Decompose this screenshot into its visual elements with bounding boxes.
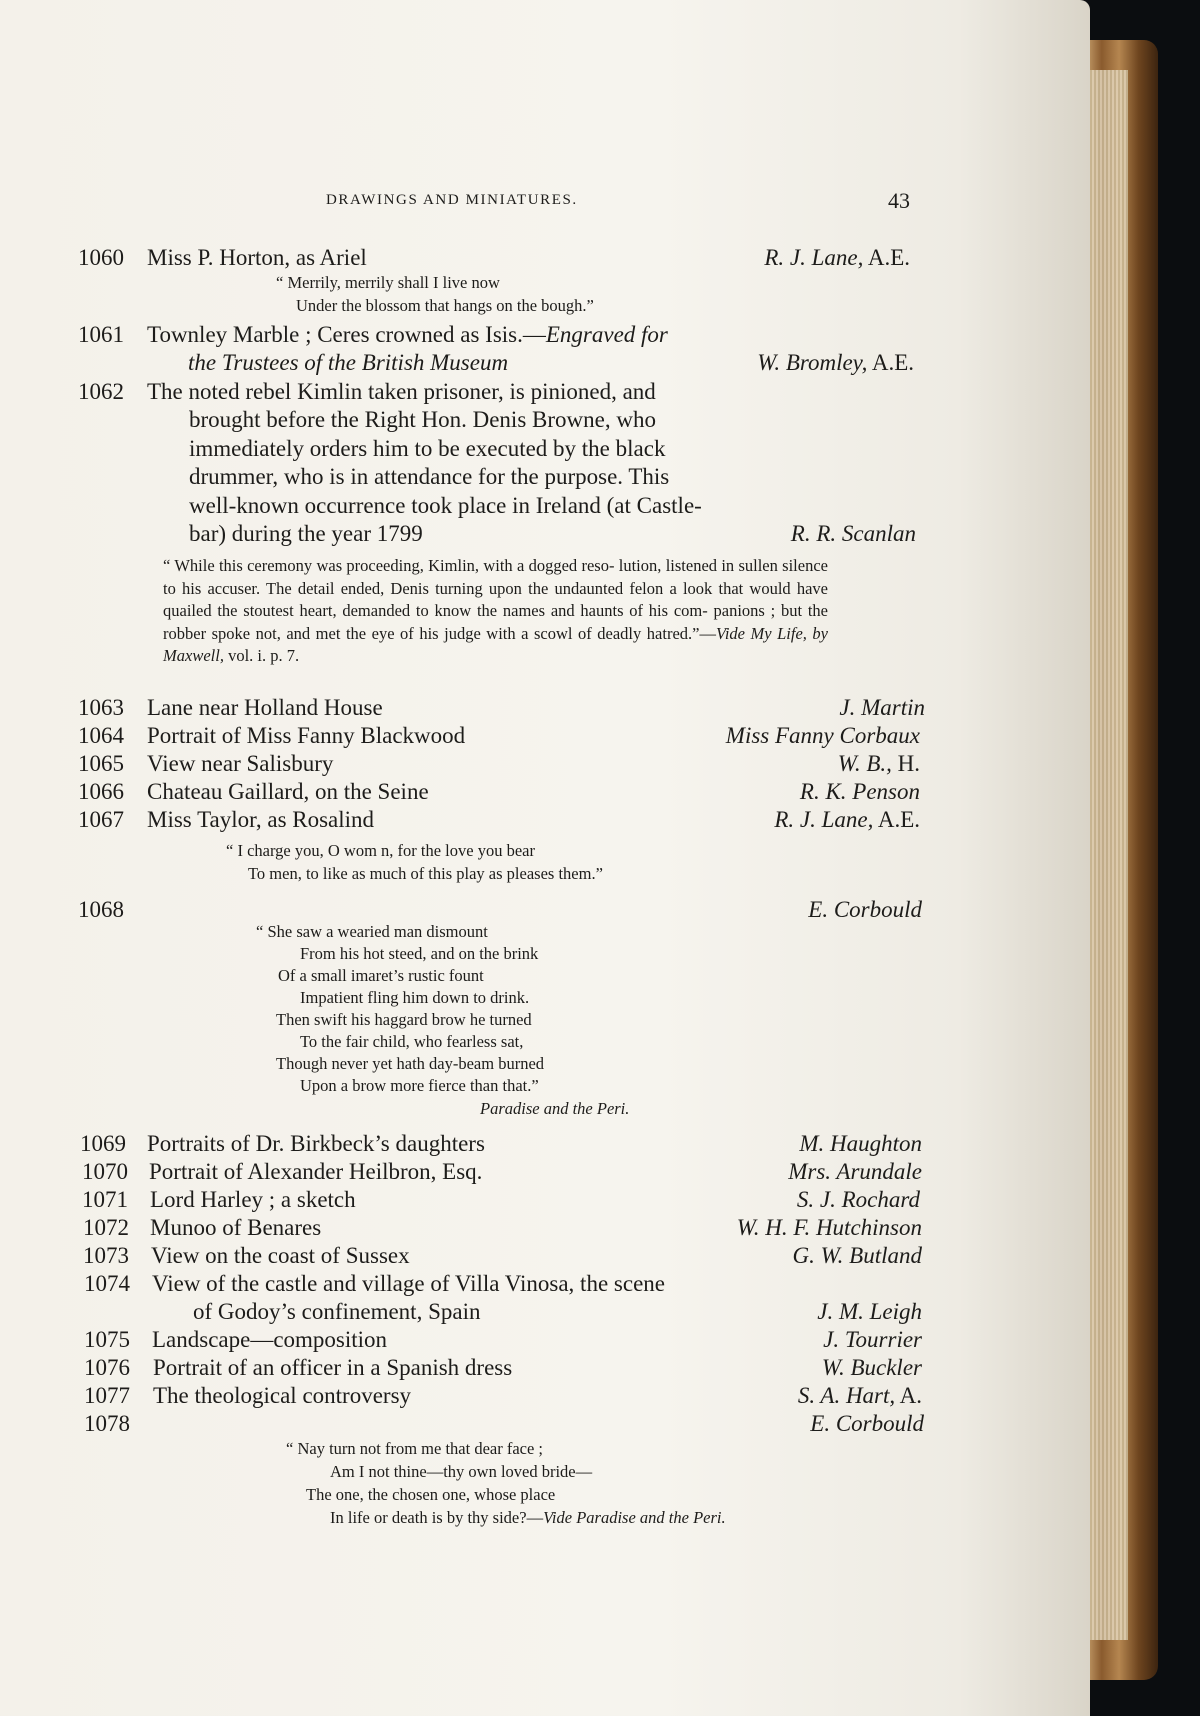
entry-artist: E. Corbould	[808, 897, 922, 922]
entry-artist: J. M. Leigh	[817, 1299, 922, 1324]
entry-quote-line: From his hot steed, and on the brink	[300, 944, 539, 963]
entry-quote-line: “ Merrily, merrily shall I live now	[276, 273, 500, 292]
entry-number: 1076	[84, 1355, 130, 1380]
entry-title-line: immediately orders him to be executed by the black	[189, 435, 666, 461]
entry-artist: Mrs. Arundale	[788, 1159, 922, 1184]
entry-number: 1069	[80, 1131, 126, 1156]
entry-quote-line: The one, the chosen one, whose place	[306, 1485, 556, 1504]
entry-title: Landscape—composition	[152, 1327, 388, 1352]
entry-title-continued: of Godoy’s confinement, Spain	[193, 1299, 481, 1324]
entry-quote-line: “ Nay turn not from me that dear face ;	[286, 1439, 544, 1458]
entry-title: The noted rebel Kimlin taken prisoner, is pinioned, and	[147, 379, 656, 404]
entry-artist: W. H. F. Hutchinson	[736, 1215, 922, 1240]
entry-artist: S. J. Rochard	[796, 1187, 920, 1212]
entry-artist: M. Haughton	[799, 1131, 922, 1156]
entry-artist: J. Tourrier	[823, 1327, 922, 1352]
entry-title-continued: the Trustees of the British Museum	[188, 350, 509, 375]
entry-number: 1060	[78, 245, 124, 270]
entry-number: 1066	[78, 779, 124, 804]
entry-title: Portrait of an officer in a Spanish dress	[153, 1355, 513, 1380]
entry-artist: W. Buckler	[821, 1355, 922, 1380]
entry-title: Portraits of Dr. Birkbeck’s daughters	[147, 1131, 485, 1156]
entry-number: 1068	[78, 897, 124, 922]
entry-artist: S. A. Hart, A.	[797, 1383, 922, 1408]
entry-title: Chateau Gaillard, on the Seine	[147, 779, 429, 804]
entry-quote-paragraph: “ While this ceremony was proceeding, Kimlin, with a dogged reso- lution, listened in sullen silence to his accuser. The detail ended, Denis turning upon the undaunted felon a look that would have quailed the stoutest heart, demanded to know the names and haunts of his com- panions ; but the robber spoke not, and met the eye of his judge with a scowl of deadly hatred.”—Vide My Life, by Maxwell, vol. i. p. 7.	[163, 556, 828, 666]
entry-title: Munoo of Benares	[150, 1215, 322, 1240]
entry-number: 1077	[84, 1383, 130, 1408]
entry-number: 1075	[84, 1327, 130, 1352]
entry-number: 1072	[83, 1215, 129, 1240]
entry-title: View on the coast of Sussex	[151, 1243, 410, 1268]
entry-artist: R. K. Penson	[799, 779, 920, 804]
entry-artist: W. Bromley, A.E.	[757, 350, 914, 375]
entry-artist: Miss Fanny Corbaux	[725, 723, 920, 748]
running-head: DRAWINGS AND MINIATURES.	[326, 192, 578, 208]
entry-artist: R. R. Scanlan	[790, 521, 916, 546]
entry-title: View near Salisbury	[147, 751, 334, 776]
entry-title: Portrait of Alexander Heilbron, Esq.	[149, 1159, 483, 1184]
entry-title-line: brought before the Right Hon. Denis Browne, who	[189, 407, 656, 432]
quote-citation: Paradise and the Peri.	[480, 1099, 630, 1118]
entry-title: Miss P. Horton, as Ariel	[147, 245, 367, 270]
entry-number: 1065	[78, 751, 124, 776]
entry-title-line: well-known occurrence took place in Ireland (at Castle-	[189, 492, 702, 518]
entry-artist: W. B., H.	[837, 751, 920, 776]
entry-number: 1061	[78, 322, 124, 347]
entry-title: Lord Harley ; a sketch	[150, 1187, 356, 1212]
entry-quote-line: Upon a brow more fierce than that.”	[300, 1076, 539, 1095]
entry-number: 1067	[78, 807, 124, 832]
entry-number: 1073	[83, 1243, 129, 1268]
entry-title: Lane near Holland House	[147, 695, 383, 720]
entry-title: Townley Marble ; Ceres crowned as Isis.—Engraved for	[147, 322, 668, 347]
entry-title: View of the castle and village of Villa Vinosa, the scene	[152, 1271, 665, 1296]
entry-quote-line: Of a small imaret’s rustic fount	[278, 966, 484, 985]
entry-number: 1078	[84, 1411, 130, 1436]
entry-quote-line: “ I charge you, O wom n, for the love you bear	[226, 841, 535, 860]
entry-quote-line: Impatient fling him down to drink.	[300, 988, 530, 1007]
entry-title: The theological controversy	[153, 1383, 412, 1408]
entry-artist: R. J. Lane, A.E.	[764, 245, 910, 270]
page-number: 43	[888, 188, 910, 213]
entry-title: Miss Taylor, as Rosalind	[147, 807, 375, 832]
entry-quote-line: “ She saw a wearied man dismount	[256, 922, 488, 941]
entry-artist: R. J. Lane, A.E.	[774, 807, 920, 832]
entry-number: 1071	[82, 1187, 128, 1212]
entry-number: 1063	[78, 695, 124, 720]
entry-number: 1064	[78, 723, 124, 748]
entry-quote-line: To men, to like as much of this play as pleases them.”	[248, 864, 603, 883]
entry-quote-line: Am I not thine—thy own loved bride—	[330, 1462, 593, 1481]
entry-title-line: drummer, who is in attendance for the purpose. This	[189, 464, 670, 489]
entry-quote-line: Then swift his haggard brow he turned	[276, 1010, 532, 1029]
entry-quote-line: Though never yet hath day-beam burned	[276, 1054, 545, 1073]
entry-number: 1070	[82, 1159, 128, 1184]
entry-artist: E. Corbould	[810, 1411, 924, 1436]
entry-artist: G. W. Butland	[792, 1243, 922, 1268]
entry-title-line: bar) during the year 1799	[189, 521, 423, 546]
entry-number: 1074	[84, 1271, 130, 1296]
entry-quote-line: In life or death is by thy side?—Vide Paradise and the Peri.	[330, 1508, 726, 1527]
entry-quote-line: Under the blossom that hangs on the bough.”	[296, 296, 594, 315]
entry-number: 1062	[78, 379, 124, 404]
entry-title: Portrait of Miss Fanny Blackwood	[147, 723, 466, 748]
entry-quote-line: To the fair child, who fearless sat,	[300, 1032, 524, 1051]
entry-artist: J. Martin	[839, 695, 925, 720]
